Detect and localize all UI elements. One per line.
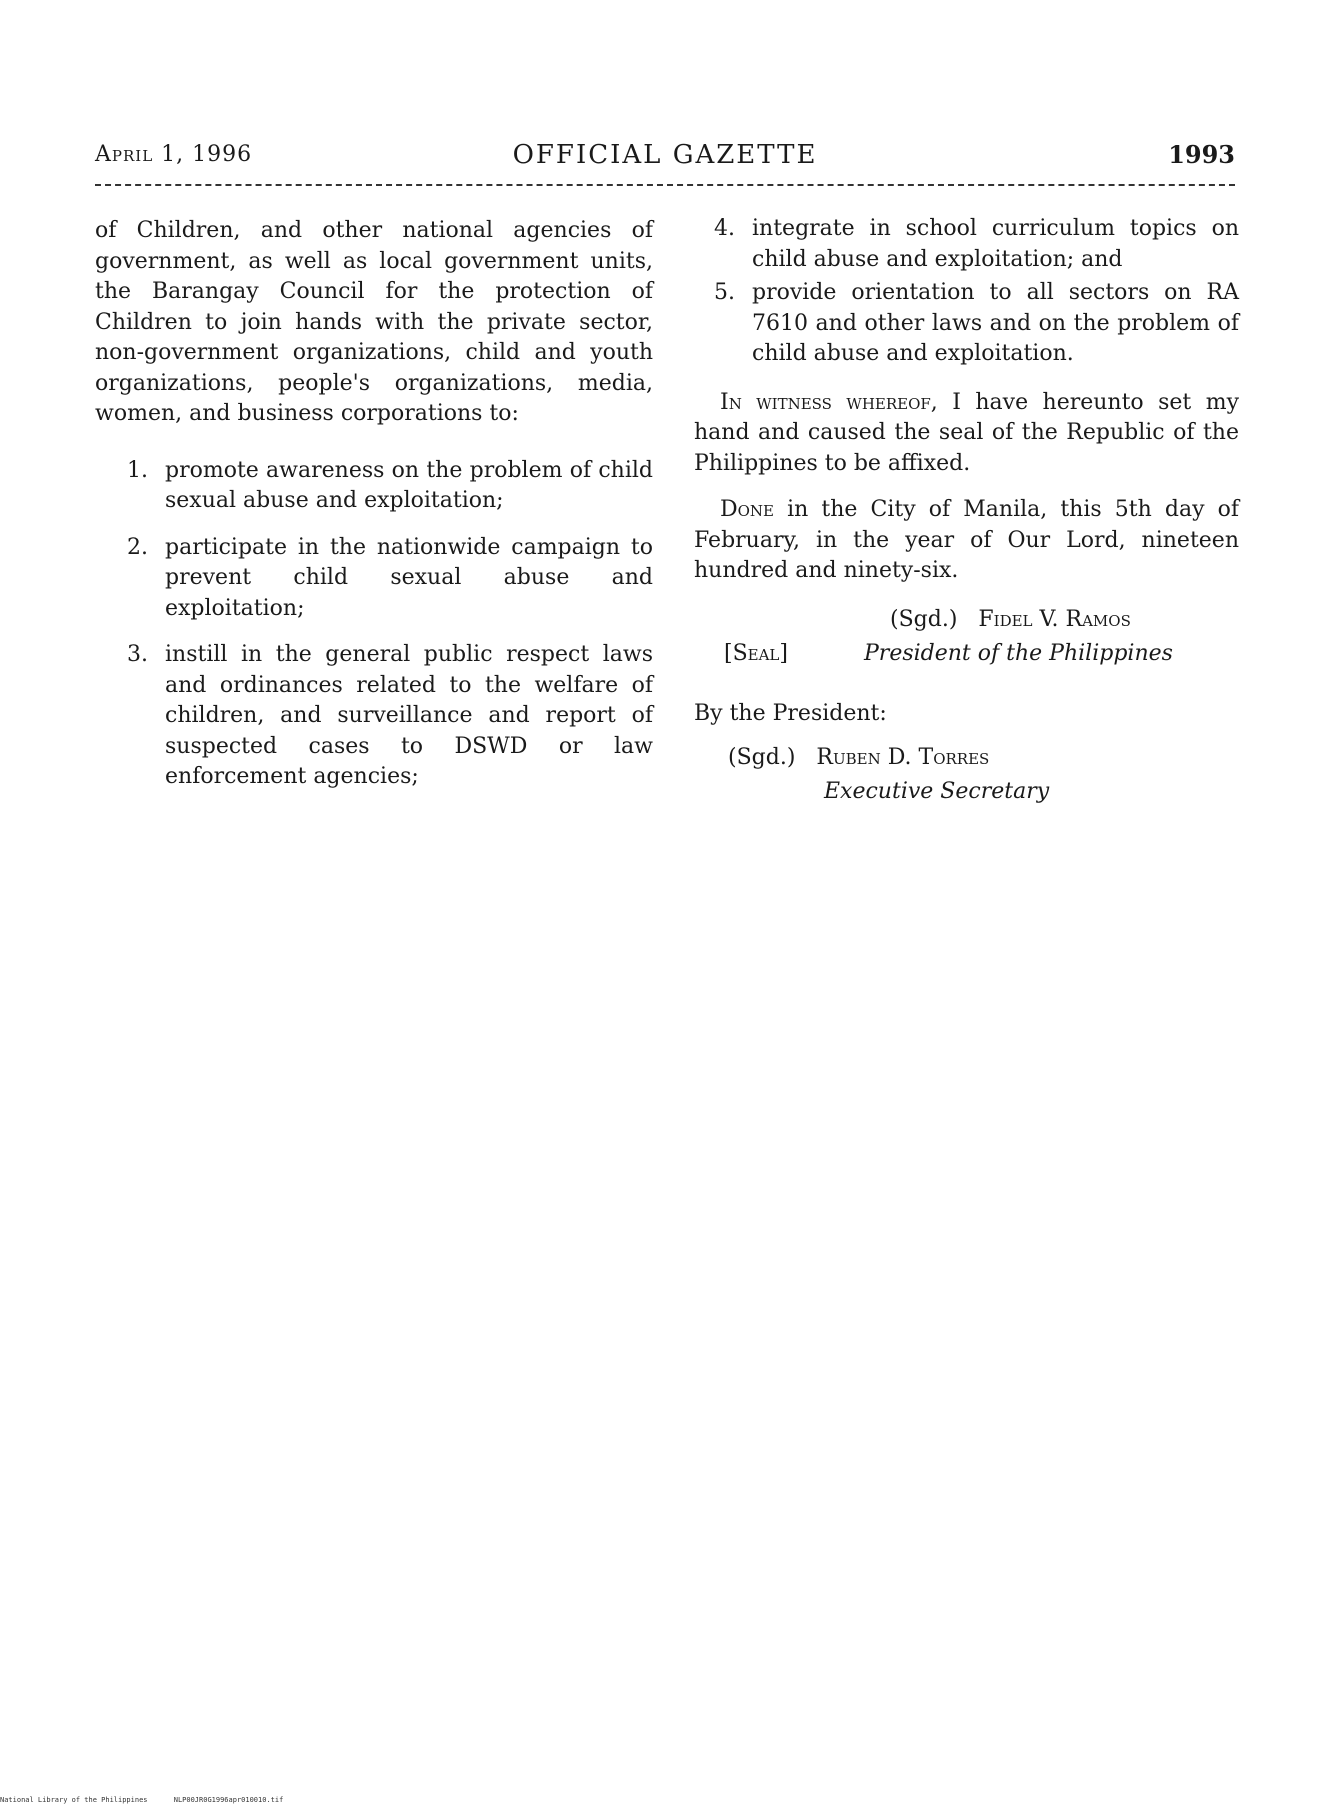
list-item [694, 214, 1239, 275]
page-header [95, 138, 1235, 178]
list-item [95, 533, 653, 625]
list-item-text: participate in the nationwide campaign to prevent child sexual abuse and exploitation; [165, 534, 653, 621]
list-item [95, 456, 653, 517]
president-signature-block [694, 605, 1239, 695]
publication-title: OFFICIAL GAZETTE [512, 140, 818, 170]
secretary-sgd: (Sgd.) [728, 745, 796, 770]
secretary-title: Executive Secretary [824, 779, 1050, 804]
list-item-text: provide orientation to all sectors on RA 7610 and other laws and on the problem of child abuse and exploitation. [752, 280, 1239, 366]
library-credit: National Library of the Philippines [0, 1796, 148, 1804]
secretary-signature [728, 743, 989, 774]
secretary-name: Ruben D. Torres [816, 745, 990, 770]
intro-paragraph: of Children, and other national agencies of government, as well as local government units, the Barangay Council for the protection of Children to join hands with the private sector, non-government organizations, child and youth organizations, people's organizations, media, women, and business corporations to: [95, 218, 653, 426]
seal-mark: [Seal] [724, 640, 788, 666]
list-item-number: 4. [714, 216, 735, 241]
list-item-number: 2. [127, 534, 148, 560]
witness-lead: In witness whereof, [720, 389, 938, 415]
action-list-left [95, 456, 653, 793]
list-item [95, 640, 653, 793]
list-item [694, 278, 1239, 370]
list-item-text: promote awareness on the problem of child sexual abuse and exploitation; [165, 457, 653, 513]
president-name: Fidel V. Ramos [978, 606, 1131, 632]
scan-filename: NLP00JR0G1996apr010010.tif [173, 1796, 284, 1804]
page-number: 1993 [1168, 140, 1235, 169]
issue-date: April 1, 1996 [95, 142, 253, 167]
secretary-signature-block [694, 743, 1239, 813]
list-item-number: 1. [127, 457, 148, 483]
header-rule [95, 184, 1235, 186]
president-title: President of the Philippines [864, 640, 1173, 666]
list-item-text: integrate in school curriculum topics on child abuse and exploitation; and [752, 216, 1239, 272]
witness-text: I have hereunto set my hand and caused the seal of the Republic of the Philippines to be affixed. [694, 389, 1239, 476]
done-paragraph [694, 495, 1239, 587]
done-text: in the City of Manila, this 5th day of February, in the year of Our Lord, nineteen hundred and ninety-six. [694, 497, 1239, 583]
by-the-president: By the President: [694, 700, 887, 726]
right-column [694, 214, 1239, 813]
list-item-number: 5. [714, 280, 735, 305]
done-lead: Done [720, 497, 775, 522]
witness-paragraph [694, 388, 1239, 480]
president-signature [890, 605, 1131, 636]
scan-footer [0, 1796, 500, 1808]
president-sgd: (Sgd.) [890, 606, 958, 632]
list-item-text: instill in the general public respect laws and ordinances related to the welfare of children, and surveillance and report of suspected cases to DSWD or law enforcement agencies; [165, 642, 653, 789]
list-item-number: 3. [127, 642, 148, 667]
left-column [95, 216, 653, 809]
action-list-right [694, 214, 1239, 370]
